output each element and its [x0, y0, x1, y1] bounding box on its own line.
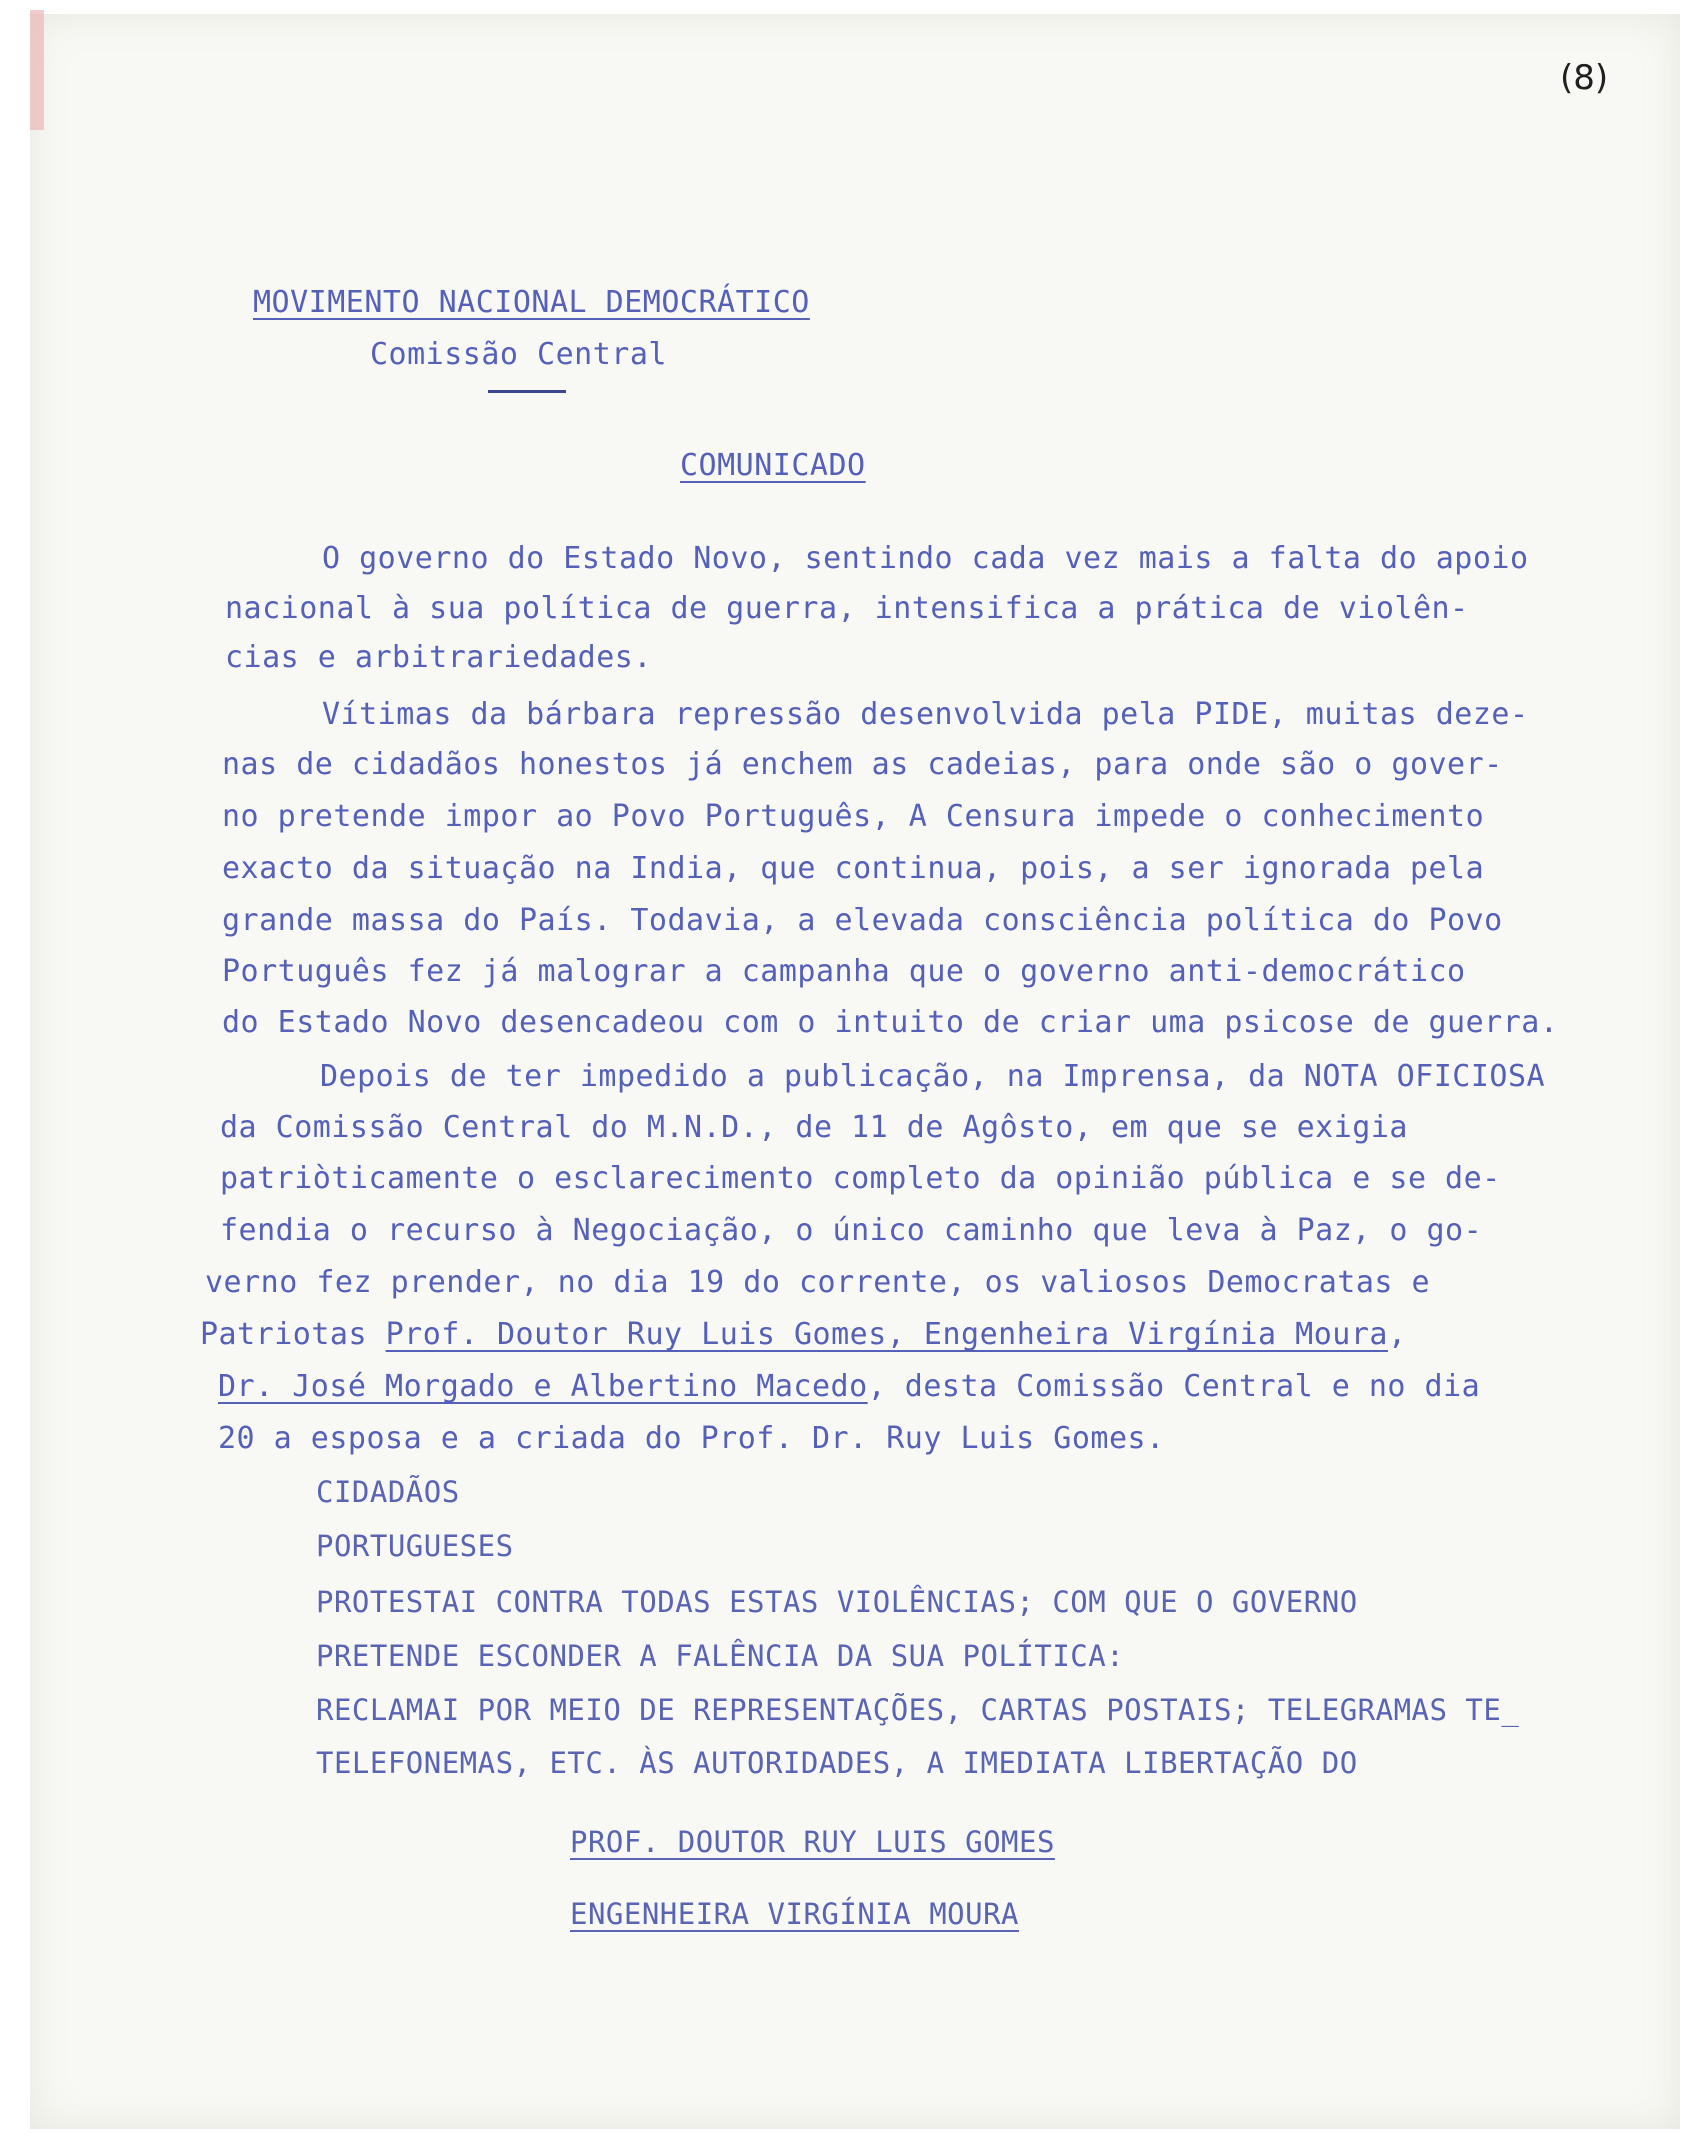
- detainee-name: PROF. DOUTOR RUY LUIS GOMES: [570, 1825, 1055, 1859]
- body-line: Vítimas da bárbara repressão desenvolvida pela PIDE, muitas deze-: [322, 697, 1529, 732]
- paper-edge-mark: [30, 10, 44, 130]
- arrested-names-2: Dr. José Morgado e Albertino Macedo: [218, 1369, 868, 1404]
- page-number: (8): [1560, 58, 1609, 98]
- body-line: Português fez já malograr a campanha que o governo anti-democrático: [222, 954, 1466, 989]
- body-line: nacional à sua política de guerra, intensifica a prática de violên-: [225, 591, 1469, 626]
- body-line: Depois de ter impedido a publicação, na Imprensa, da NOTA OFICIOSA: [320, 1059, 1546, 1094]
- arrest-suffix-2: , desta Comissão Central e no dia: [867, 1369, 1481, 1404]
- body-line: fendia o recurso à Negociação, o único caminho que leva à Paz, o go-: [220, 1213, 1483, 1248]
- arrest-line-1: [200, 1317, 1407, 1352]
- appeal-line: PRETENDE ESCONDER A FALÊNCIA DA SUA POLÍTICA:: [316, 1639, 1125, 1673]
- body-line: grande massa do País. Todavia, a elevada consciência política do Povo: [222, 903, 1503, 938]
- arrest-line-3: 20 a esposa e a criada do Prof. Dr. Ruy Luis Gomes.: [218, 1421, 1165, 1456]
- body-line: do Estado Novo desencadeou com o intuito de criar uma psicose de guerra.: [222, 1005, 1559, 1040]
- body-line: cias e arbitrariedades.: [225, 640, 652, 675]
- body-line: da Comissão Central do M.N.D., de 11 de Agôsto, em que se exigia: [220, 1110, 1408, 1145]
- body-line: O governo do Estado Novo, sentindo cada vez mais a falta do apoio: [322, 541, 1529, 576]
- appeal-line: PROTESTAI CONTRA TODAS ESTAS VIOLÊNCIAS; COM QUE O GOVERNO: [316, 1585, 1358, 1619]
- committee-heading: Comissão Central: [370, 337, 667, 372]
- appeal-line: CIDADÃOS: [316, 1475, 460, 1509]
- body-line: patriòticamente o esclarecimento completo da opinião pública e se de-: [220, 1161, 1501, 1196]
- body-line: no pretende impor ao Povo Português, A Censura impede o conhecimento: [222, 799, 1485, 834]
- appeal-line: TELEFONEMAS, ETC. ÀS AUTORIDADES, A IMEDIATA LIBERTAÇÃO DO: [316, 1746, 1358, 1780]
- document-title: COMUNICADO: [680, 448, 866, 483]
- organization-heading: MOVIMENTO NACIONAL DEMOCRÁTICO: [253, 285, 810, 320]
- body-line: nas de cidadãos honestos já enchem as cadeias, para onde são o gover-: [222, 747, 1503, 782]
- detainee-name: ENGENHEIRA VIRGÍNIA MOURA: [570, 1897, 1019, 1931]
- body-line: verno fez prender, no dia 19 do corrente, os valiosos Democratas e: [205, 1265, 1431, 1300]
- arrest-prefix: Patriotas: [200, 1317, 386, 1352]
- heading-rule: [488, 390, 566, 393]
- arrest-line-2: [218, 1369, 1481, 1404]
- body-line: exacto da situação na India, que continua, pois, a ser ignorada pela: [222, 851, 1485, 886]
- appeal-line: RECLAMAI POR MEIO DE REPRESENTAÇÕES, CARTAS POSTAIS; TELEGRAMAS TE_: [316, 1693, 1520, 1727]
- appeal-line: PORTUGUESES: [316, 1529, 514, 1563]
- arrest-suffix: ,: [1387, 1317, 1407, 1352]
- arrested-names-1: Prof. Doutor Ruy Luis Gomes, Engenheira Virgínia Moura: [385, 1317, 1388, 1352]
